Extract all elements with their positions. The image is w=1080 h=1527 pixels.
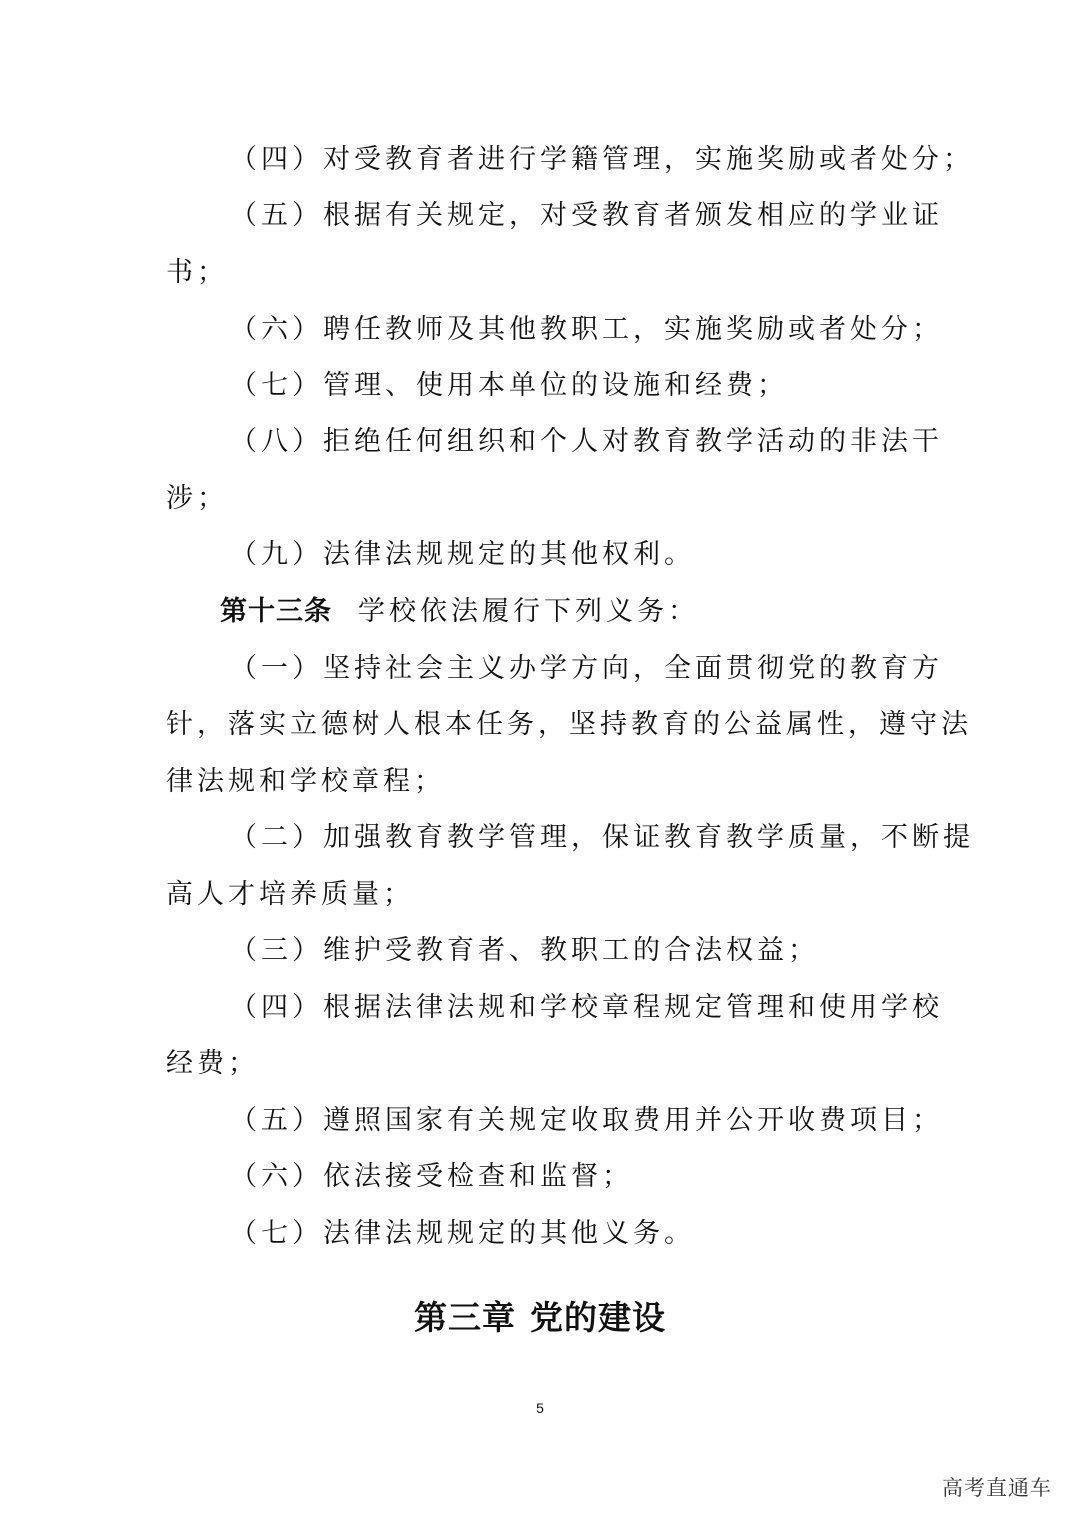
watermark-text: 高考直通车 xyxy=(942,1476,1052,1500)
clause-2-duties: （二）加强教育教学管理，保证教育教学质量，不断提 xyxy=(230,822,974,853)
clause-5-duties: （五）遵照国家有关规定收取费用并公开收费项目； xyxy=(230,1105,943,1136)
clause-7-rights: （七）管理、使用本单位的设施和经费； xyxy=(230,370,788,401)
chapter-heading xyxy=(0,1296,1080,1340)
clause-8-rights-cont: 涉； xyxy=(166,483,228,514)
clause-9-rights: （九）法律法规规定的其他权利。 xyxy=(230,539,695,570)
clause-1-duties: （一）坚持社会主义办学方向，全面贯彻党的教育方 xyxy=(230,653,943,684)
clause-8-rights: （八）拒绝任何组织和个人对教育教学活动的非法干 xyxy=(230,426,943,457)
page-number: 5 xyxy=(536,1400,544,1416)
article-text: 学校依法履行下列义务： xyxy=(358,596,699,627)
clause-6-duties: （六）依法接受检查和监督； xyxy=(230,1161,633,1192)
clause-4-rights: （四）对受教育者进行学籍管理，实施奖励或者处分； xyxy=(230,144,974,175)
chapter-number: 第三章 xyxy=(414,1298,516,1337)
clause-7-duties: （七）法律法规规定的其他义务。 xyxy=(230,1218,695,1249)
clause-6-rights: （六）聘任教师及其他教职工，实施奖励或者处分； xyxy=(230,314,943,345)
chapter-title: 党的建设 xyxy=(530,1298,666,1337)
article-number: 第十三条 xyxy=(220,596,332,627)
article-13 xyxy=(220,592,699,632)
clause-1-duties-end: 律法规和学校章程； xyxy=(166,766,445,797)
clause-5-rights-cont: 书； xyxy=(166,257,228,288)
clause-4-duties-cont: 经费； xyxy=(166,1048,259,1079)
clause-2-duties-cont: 高人才培养质量； xyxy=(166,879,414,910)
clause-3-duties: （三）维护受教育者、教职工的合法权益； xyxy=(230,935,819,966)
clause-1-duties-cont: 针，落实立德树人根本任务，坚持教育的公益属性，遵守法 xyxy=(166,709,972,740)
clause-5-rights: （五）根据有关规定，对受教育者颁发相应的学业证 xyxy=(230,200,943,231)
clause-4-duties: （四）根据法律法规和学校章程规定管理和使用学校 xyxy=(230,992,943,1023)
